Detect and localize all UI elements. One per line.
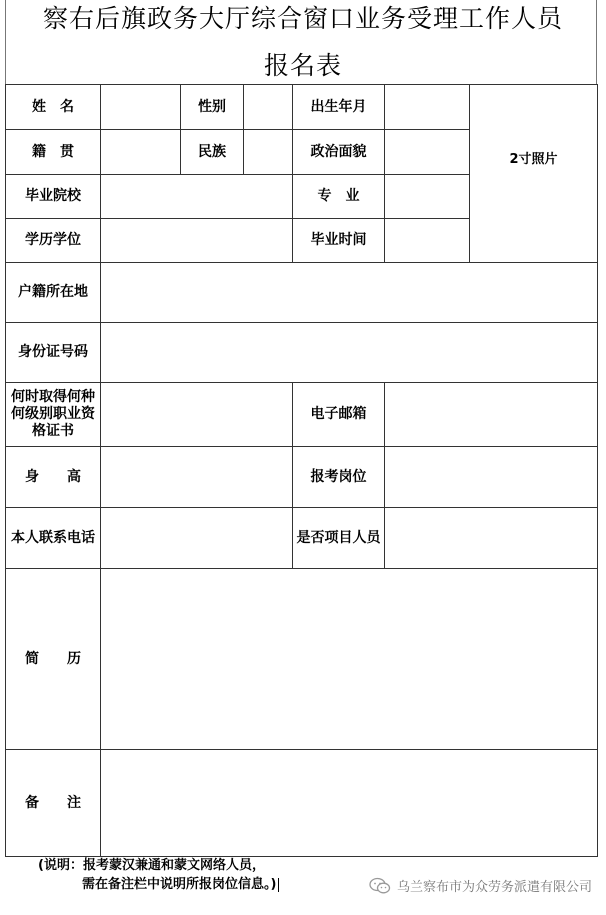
page-title: [0, 4, 606, 81]
height-label: 身 高: [6, 447, 101, 508]
gender-field[interactable]: [244, 85, 293, 130]
watermark-text: 乌兰察布市为众劳务派遣有限公司: [396, 880, 592, 895]
photo-label: 2寸照片: [509, 152, 558, 167]
table-row: [6, 323, 598, 383]
ethnicity-label: 民族: [181, 130, 244, 175]
certificate-field[interactable]: [101, 383, 293, 447]
major-label: 专 业: [293, 175, 385, 219]
household-registration-label: 户籍所在地: [6, 263, 101, 323]
major-field[interactable]: [385, 175, 470, 219]
table-row: [6, 263, 598, 323]
email-field[interactable]: [385, 383, 598, 447]
phone-label: 本人联系电话: [6, 508, 101, 569]
resume-field[interactable]: [101, 569, 598, 750]
table-row: [6, 508, 598, 569]
graduation-time-field[interactable]: [385, 219, 470, 263]
id-number-label: 身份证号码: [6, 323, 101, 383]
native-place-field[interactable]: [101, 130, 181, 175]
native-place-label: 籍 贯: [6, 130, 101, 175]
id-number-field[interactable]: [101, 323, 598, 383]
birth-label: 出生年月: [293, 85, 385, 130]
table-row: [6, 750, 598, 857]
height-field[interactable]: [101, 447, 293, 508]
school-label: 毕业院校: [6, 175, 101, 219]
title-line1: 察右后旗政务大厅综合窗口业务受理工作人员: [42, 4, 563, 33]
table-row: [6, 85, 598, 130]
watermark: [369, 876, 592, 895]
gender-label: 性别: [181, 85, 244, 130]
note-line1: (说明：报考蒙汉兼通和蒙文网络人员，: [38, 858, 265, 873]
remarks-label: 备 注: [6, 750, 101, 857]
table-row: [6, 569, 598, 750]
project-staff-field[interactable]: [385, 508, 598, 569]
position-label: 报考岗位: [293, 447, 385, 508]
registration-form-table: [5, 84, 598, 857]
wechat-icon: [369, 877, 391, 895]
political-status-field[interactable]: [385, 130, 470, 175]
photo-box[interactable]: [470, 85, 598, 263]
household-registration-field[interactable]: [101, 263, 598, 323]
position-field[interactable]: [385, 447, 598, 508]
school-field[interactable]: [101, 175, 293, 219]
note-line2: 需在备注栏中说明所报岗位信息。): [82, 877, 277, 892]
degree-label: 学历学位: [6, 219, 101, 263]
name-field[interactable]: [101, 85, 181, 130]
text-cursor: [278, 878, 279, 892]
remarks-field[interactable]: [101, 750, 598, 857]
political-status-label: 政治面貌: [293, 130, 385, 175]
phone-field[interactable]: [101, 508, 293, 569]
graduation-time-label: 毕业时间: [293, 219, 385, 263]
birth-field[interactable]: [385, 85, 470, 130]
degree-field[interactable]: [101, 219, 293, 263]
note: [38, 856, 279, 894]
project-staff-label: 是否项目人员: [293, 508, 385, 569]
certificate-label: 何时取得何种何级别职业资格证书: [6, 383, 101, 447]
table-row: [6, 447, 598, 508]
table-row: [6, 383, 598, 447]
email-label: 电子邮箱: [293, 383, 385, 447]
resume-label: 简 历: [6, 569, 101, 750]
ethnicity-field[interactable]: [244, 130, 293, 175]
title-line2: 报名表: [263, 51, 342, 80]
name-label: 姓 名: [6, 85, 101, 130]
